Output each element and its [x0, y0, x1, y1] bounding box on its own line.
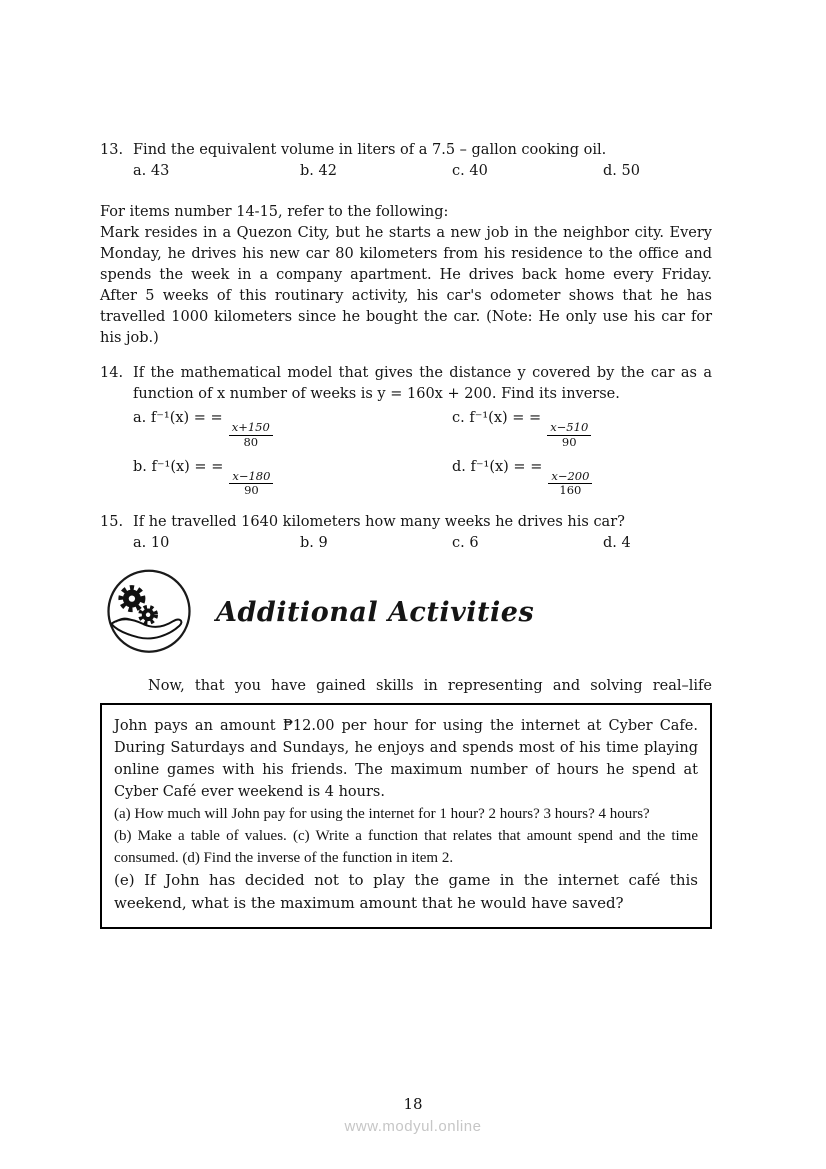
fraction — [548, 470, 592, 499]
option-b: b. 9 — [300, 535, 328, 552]
option-b-prefix: b. f⁻¹(x) = = — [133, 458, 224, 475]
question-15-options — [133, 533, 712, 554]
question-13-options — [133, 161, 712, 182]
fraction-denominator: 160 — [559, 483, 582, 498]
option-b: b. 42 — [300, 163, 337, 179]
activity-item-e: (e) If John has decided not to play the game in the internet café this weekend, what is the maximum amount that he would have saved? — [114, 871, 698, 913]
activity-scenario: John pays an amount ₱12.00 per hour for using the internet at Cyber Cafe. During Saturdays and Sundays, he enjoys and spends most of his time playing online games with his friends. The maximum number of hours he spend at Cyber Café ever weekend is 4 hours. — [114, 718, 698, 801]
option-c: c. 40 — [452, 163, 488, 179]
question-13-number: 13. — [100, 142, 124, 158]
activities-lead-text: Now, that you have gained skills in representing and solving real–life — [148, 678, 712, 695]
activity-box — [100, 703, 712, 929]
question-14-options — [133, 408, 712, 498]
section-title: Additional Activities — [216, 597, 535, 629]
question-14-text: If the mathematical model that gives the distance y covered by the car as a function of x number of weeks is y = 160x + 200. Find its inverse. — [133, 365, 712, 402]
question-15-text: If he travelled 1640 kilometers how many weeks he drives his car? — [133, 514, 625, 531]
additional-activities-header — [104, 568, 712, 658]
question-14-number: 14. — [100, 365, 124, 381]
option-d-prefix: d. f⁻¹(x) = = — [452, 458, 543, 475]
option-a: a. 10 — [133, 535, 170, 552]
option-b — [133, 457, 452, 499]
option-c-prefix: c. f⁻¹(x) = = — [452, 410, 542, 426]
question-13 — [100, 140, 712, 161]
fraction-numerator: x−200 — [548, 470, 592, 485]
fraction-numerator: x−510 — [547, 421, 591, 436]
activity-item-a: (a) How much will John pay for using the internet for 1 hour? 2 hours? 3 hours? 4 hours? — [114, 806, 650, 823]
option-a: a. 43 — [133, 163, 170, 179]
option-c: c. 6 — [452, 535, 479, 552]
gear-icon — [140, 607, 155, 622]
passage-intro: For items number 14-15, refer to the following: — [100, 204, 449, 220]
fraction — [547, 421, 591, 450]
gear-icon — [121, 588, 143, 610]
question-13-text: Find the equivalent volume in liters of a 7.5 – gallon cooking oil. — [133, 142, 607, 158]
option-c — [452, 408, 712, 450]
activity-items-bcd: (b) Make a table of values. (c) Write a function that relates that amount spend and the time consumed. (d) Find the inverse of the function in item 2. — [114, 828, 698, 867]
option-d — [452, 457, 712, 499]
question-15 — [100, 512, 712, 533]
question-14 — [100, 363, 712, 405]
option-a-prefix: a. f⁻¹(x) = = — [133, 410, 223, 426]
fraction-denominator: 80 — [243, 434, 259, 449]
fraction-numerator: x−180 — [229, 470, 273, 485]
page-number: 18 — [403, 1095, 423, 1113]
fraction — [229, 421, 273, 450]
page-content — [100, 140, 712, 929]
fraction-numerator: x+150 — [229, 421, 273, 436]
fraction — [229, 470, 273, 499]
gears-in-hand-icon — [104, 568, 194, 658]
option-d: d. 50 — [603, 163, 640, 179]
option-d: d. 4 — [603, 535, 631, 552]
option-a — [133, 408, 452, 450]
fraction-denominator: 90 — [561, 434, 577, 449]
watermark: www.modyul.online — [344, 1118, 482, 1135]
fraction-denominator: 90 — [244, 483, 259, 498]
passage-body: Mark resides in a Quezon City, but he starts a new job in the neighbor city. Every Monday, he drives his new car 80 kilometers from his residence to the office and spends the week in a company apartment. He drives back home every Friday. After 5 weeks of this routinary activity, his car's odometer shows that he has travelled 1000 kilometers since he bought the car. (Note: He only use his car for his job.) — [100, 225, 712, 346]
question-15-number: 15. — [100, 514, 124, 531]
